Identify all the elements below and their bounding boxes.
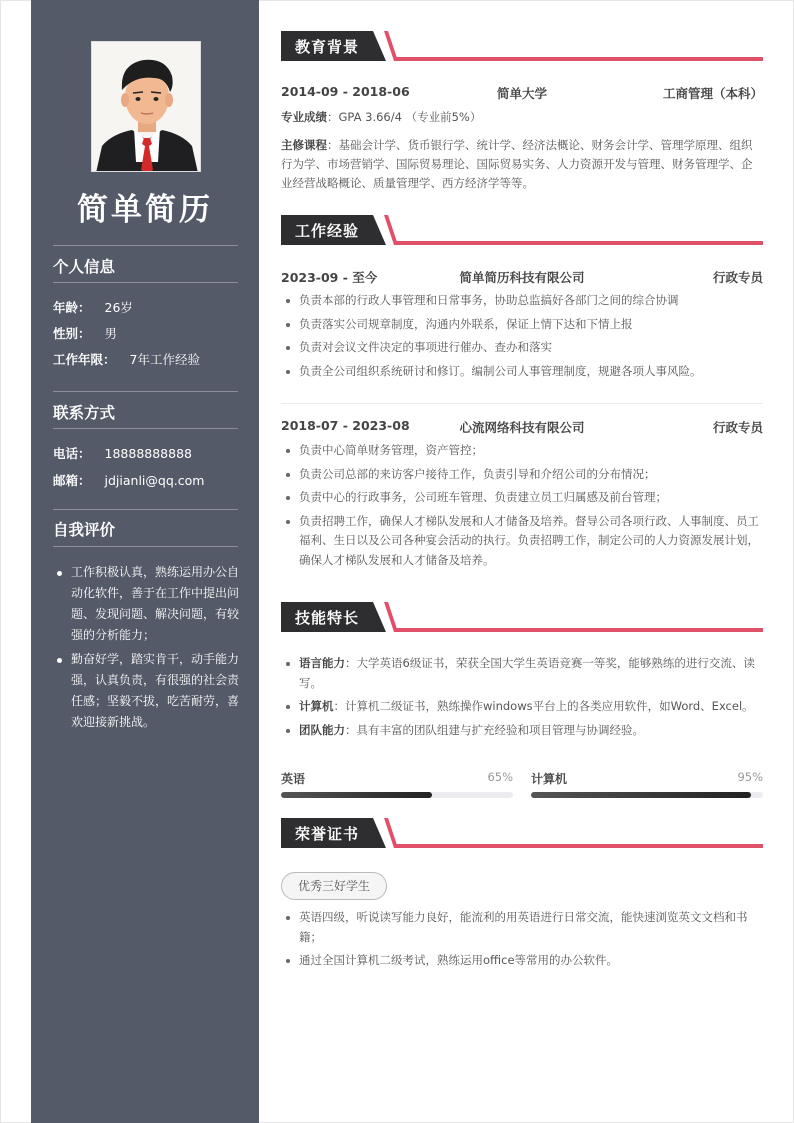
- list-item: 工作积极认真，熟练运用办公自动化软件，善于在工作中提出问题、发现问题、解决问题，有较强的分析能力；: [53, 562, 243, 646]
- job-duties: [281, 441, 763, 574]
- education-courses: [281, 136, 763, 193]
- divider: [53, 546, 238, 547]
- info-work-years: [53, 350, 200, 368]
- info-value: 男: [104, 326, 118, 341]
- gpa-value: ：GPA 3.66/4 （专业前5%）: [327, 110, 482, 124]
- list-item: [281, 721, 763, 741]
- section-header-experience: [281, 215, 763, 245]
- list-item: 负责对会议文件决定的事项进行催办、查办和落实: [281, 338, 763, 358]
- education-gpa: [281, 108, 763, 127]
- section-title: 工作经验: [295, 222, 360, 240]
- skill-text: ：具有丰富的团队组建与扩充经验和项目管理与协调经验。: [345, 722, 644, 737]
- section-title: 教育背景: [295, 38, 360, 56]
- phone-value: 18888888888: [104, 446, 192, 461]
- info-label: 邮箱：: [53, 473, 91, 488]
- list-item: 勤奋好学，踏实肯干，动手能力强，认真负责，有很强的社会责任感；坚毅不拔，吃苦耐劳，喜欢迎接新挑战。: [53, 649, 243, 733]
- section-title: 荣誉证书: [295, 825, 360, 843]
- list-item: [281, 654, 763, 693]
- progress-track: [281, 792, 513, 798]
- list-item: [281, 697, 763, 717]
- sidebar: [31, 0, 259, 1123]
- skill-bar-computer: [531, 770, 763, 787]
- info-label: 性别：: [53, 326, 91, 341]
- info-gender: [53, 324, 117, 342]
- education-school: 简单大学: [496, 86, 547, 101]
- list-item: 负责中心的行政事务，公司班车管理、负责建立员工归属感及前台管理；: [281, 488, 763, 508]
- section-header-education: [281, 31, 763, 61]
- divider: [53, 509, 238, 510]
- self-eval-list: [53, 562, 243, 736]
- info-label: 年龄：: [53, 300, 91, 315]
- skill-bar-percent: 65%: [487, 770, 513, 784]
- job-period: 2018-07 - 2023-08: [281, 418, 410, 433]
- skill-label: 团队能力: [299, 722, 345, 737]
- profile-photo: [91, 41, 201, 172]
- progress-fill: [281, 792, 432, 798]
- info-label: 电话：: [53, 446, 91, 461]
- info-age: [53, 298, 133, 316]
- list-item: 负责全公司组织系统研讨和修订。编制公司人事管理制度，规避各项人事风险。: [281, 362, 763, 382]
- divider: [281, 403, 763, 404]
- job-period: 2023-09 - 至今: [281, 270, 378, 285]
- section-title: 技能特长: [295, 609, 360, 627]
- skill-text: ：大学英语6级证书，荣获全国大学生英语竞赛一等奖，能够熟练的进行交流、读写。: [299, 656, 755, 690]
- skill-text: ：计算机二级证书，熟练操作windows平台上的各类应用软件，如Word、Excel。: [333, 699, 754, 713]
- list-item: 负责落实公司规章制度，沟通内外联系，保证上情下达和下情上报: [281, 315, 763, 335]
- header-underline: [395, 844, 763, 848]
- skill-label: 语言能力: [299, 656, 345, 670]
- header-underline: [395, 241, 763, 245]
- skill-bar-label: 英语: [281, 772, 306, 786]
- divider: [53, 391, 238, 392]
- job-role: 行政专员: [712, 270, 763, 285]
- skill-bar-label: 计算机: [531, 772, 568, 786]
- progress-fill: [531, 792, 751, 798]
- info-value: 26岁: [104, 300, 133, 315]
- divider: [53, 282, 238, 283]
- info-phone: [53, 444, 192, 462]
- header-underline: [395, 628, 763, 632]
- gpa-label: 专业成绩: [281, 110, 327, 124]
- courses-value: ：基础会计学、货币银行学、统计学、经济法概论、财务会计学、管理学原理、组织行为学、市场营销学、国际贸易理论、国际贸易实务、人力资源开发与管理、财务管理学、企业经营战略概论、质量管理学、西方经济学等等。: [281, 138, 753, 190]
- section-header-honors: [281, 818, 763, 848]
- personal-info-heading: 个人信息: [53, 258, 116, 276]
- email-value: jdjianli@qq.com: [104, 473, 205, 488]
- divider: [53, 245, 238, 246]
- self-eval-heading: 自我评价: [53, 521, 116, 539]
- progress-track: [531, 792, 763, 798]
- avatar-illustration-icon: [92, 42, 201, 172]
- education-major: 工商管理（本科）: [662, 86, 763, 101]
- skills-list: [281, 654, 763, 744]
- job-role: 行政专员: [712, 420, 763, 435]
- skill-bar-percent: 95%: [737, 770, 763, 784]
- info-label: 工作年限：: [53, 352, 116, 367]
- contact-heading: 联系方式: [53, 404, 116, 422]
- section-header-skills: [281, 602, 763, 632]
- award-tag: 优秀三好学生: [281, 872, 387, 900]
- list-item: 负责本部的行政人事管理和日常事务，协助总监搞好各部门之间的综合协调: [281, 291, 763, 311]
- skill-bar-english: [281, 770, 513, 787]
- info-value: 7年工作经验: [129, 352, 200, 367]
- list-item: 负责招聘工作，确保人才梯队发展和人才储备及培养。督导公司各项行政、人事制度、员工福利、生日以及公司各种宴会活动的执行。负责招聘工作，制定公司的人力资源发展计划，确保人才梯队发展和人才储备及培养。: [281, 512, 763, 571]
- skill-label: 计算机: [299, 699, 334, 713]
- list-item: 负责中心简单财务管理，资产管控；: [281, 441, 763, 461]
- job-company: 简单简历科技有限公司: [459, 270, 585, 285]
- list-item: 通过全国计算机二级考试，熟练运用office等常用的办公软件。: [281, 951, 763, 971]
- education-period: 2014-09 - 2018-06: [281, 84, 410, 99]
- divider: [53, 428, 238, 429]
- list-item: 英语四级，听说读写能力良好，能流利的用英语进行日常交流，能快速浏览英文文档和书籍；: [281, 908, 763, 947]
- info-email: [53, 471, 204, 489]
- job-company: 心流网络科技有限公司: [459, 420, 585, 435]
- header-underline: [395, 57, 763, 61]
- job-duties: [281, 291, 763, 385]
- courses-label: 主修课程: [281, 138, 327, 152]
- honors-list: [281, 908, 763, 975]
- list-item: 负责公司总部的来访客户接待工作，负责引导和介绍公司的分布情况；: [281, 465, 763, 485]
- resume-title: 简单简历: [77, 192, 213, 228]
